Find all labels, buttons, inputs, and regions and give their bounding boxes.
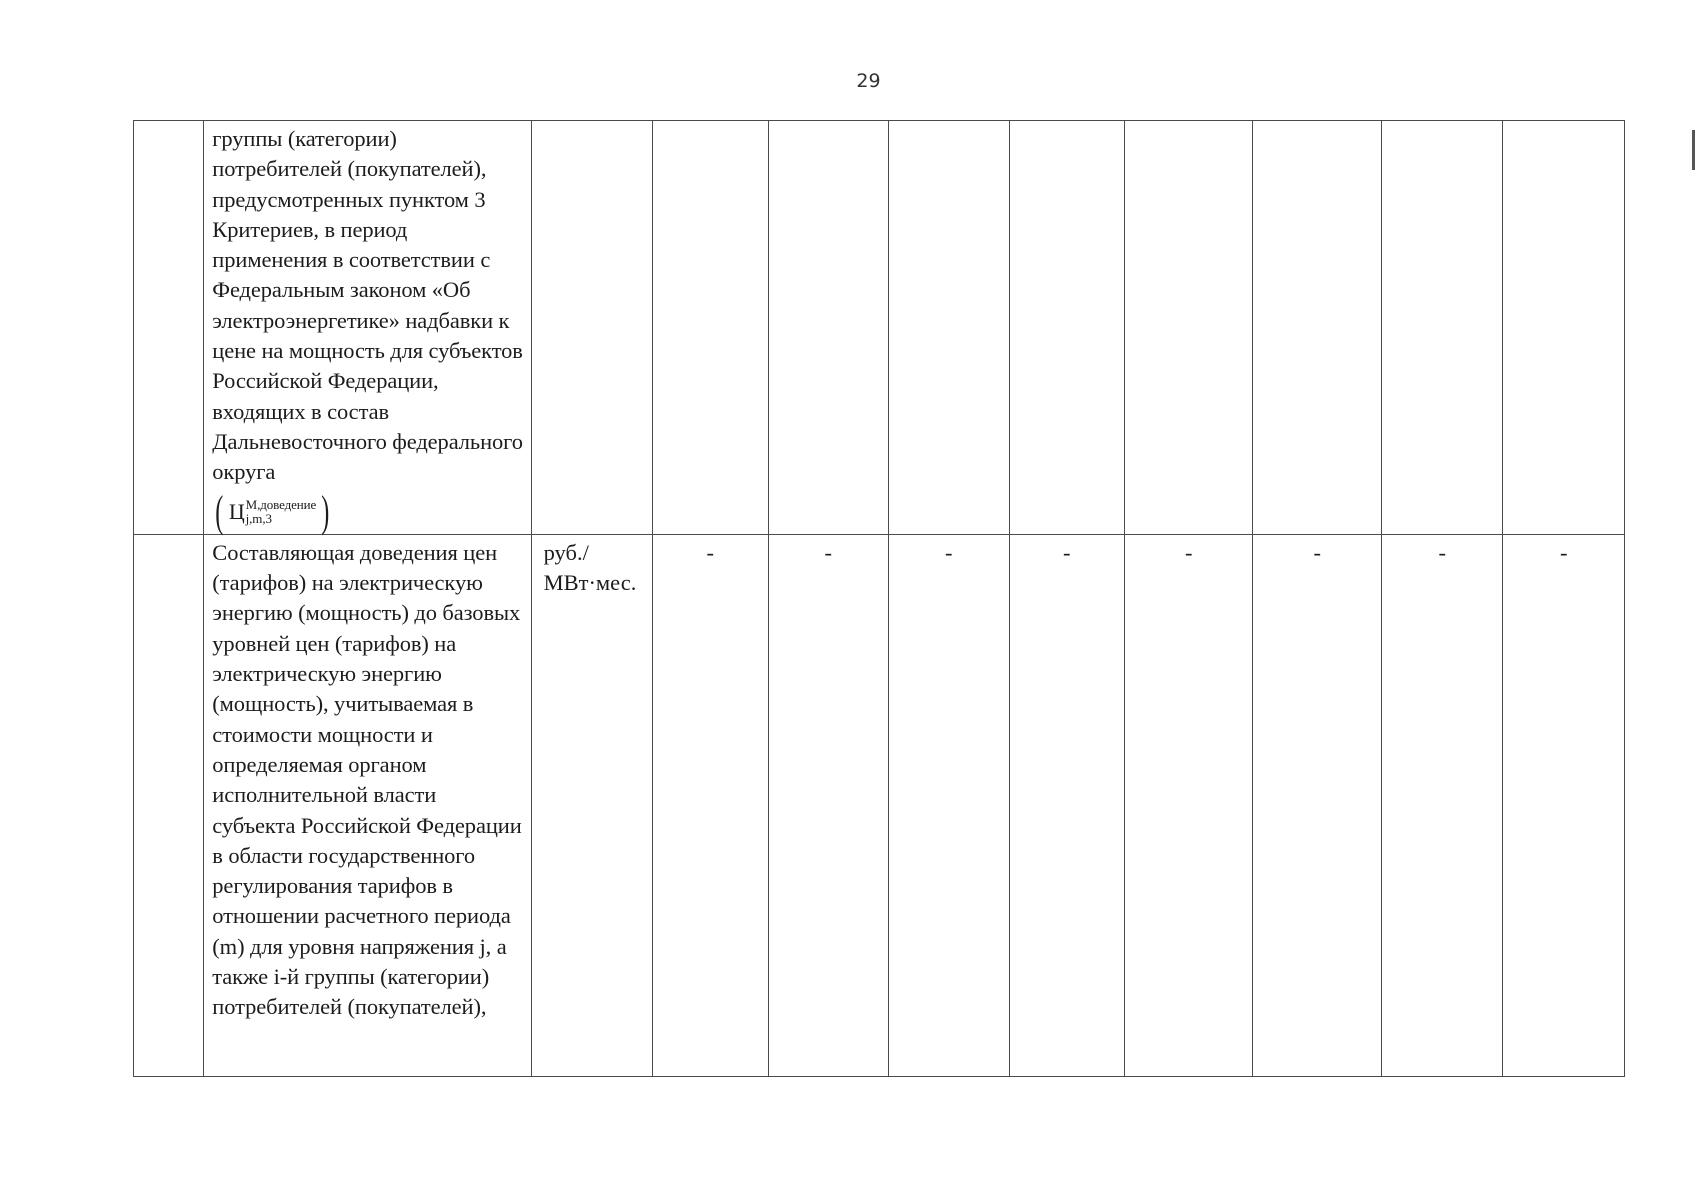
value-cell — [1009, 121, 1124, 535]
value-cell: - — [653, 534, 768, 1076]
value-cell — [1124, 121, 1253, 535]
value-cell: - — [1124, 534, 1253, 1076]
value-cell — [889, 121, 1009, 535]
value-cell — [1253, 121, 1382, 535]
index-cell — [134, 121, 204, 535]
index-cell — [134, 534, 204, 1076]
value-cell — [768, 121, 888, 535]
value-cell — [1381, 121, 1502, 535]
value-cell — [1503, 121, 1625, 535]
value-cell: - — [889, 534, 1009, 1076]
tariff-table — [133, 120, 1625, 1077]
value-cell: - — [768, 534, 888, 1076]
scan-edge-mark — [1692, 130, 1695, 170]
unit-cell: руб./ МВт·мес. — [531, 534, 652, 1076]
formula-scripts — [246, 498, 317, 526]
formula-subscript: j,m,3 — [245, 510, 272, 526]
formula-symbol-group — [229, 498, 316, 526]
description-text: группы (категории) потребителей (покупателей), предусмотренных пунктом 3 Критериев, в период применения в соответствии с Федеральным законом «Об электроэнергетике» надбавки к цене на мощность для субъектов Российской Федерации, входящих в состав Дальневосточного федерального округа — [212, 126, 523, 485]
value-cell: - — [1253, 534, 1382, 1076]
formula — [212, 486, 332, 536]
description-cell: Составляющая доведения цен (тарифов) на электрическую энергию (мощность) до базовых уровней цен (тарифов) на электрическую энергию (мощность), учитываемая в стоимости мощности и определяемая органом исполнительной власти субъекта Российской Федерации в области государственного регулирования тарифов в отношении расчетного периода (m) для уровня напряжения j, а также i-й группы (категории) потребителей (покупателей), — [204, 534, 531, 1076]
formula-symbol: Ц — [228, 498, 245, 524]
value-cell — [653, 121, 768, 535]
value-cell: - — [1009, 534, 1124, 1076]
right-paren: ) — [321, 486, 330, 536]
formula-superscript: М,доведение — [245, 496, 317, 512]
table-row — [134, 534, 1625, 1076]
value-cell: - — [1381, 534, 1502, 1076]
page-number: 29 — [856, 70, 881, 92]
value-cell: - — [1503, 534, 1625, 1076]
left-paren: ( — [215, 486, 224, 536]
description-cell — [204, 121, 531, 535]
table-row — [134, 121, 1625, 535]
unit-cell — [531, 121, 652, 535]
